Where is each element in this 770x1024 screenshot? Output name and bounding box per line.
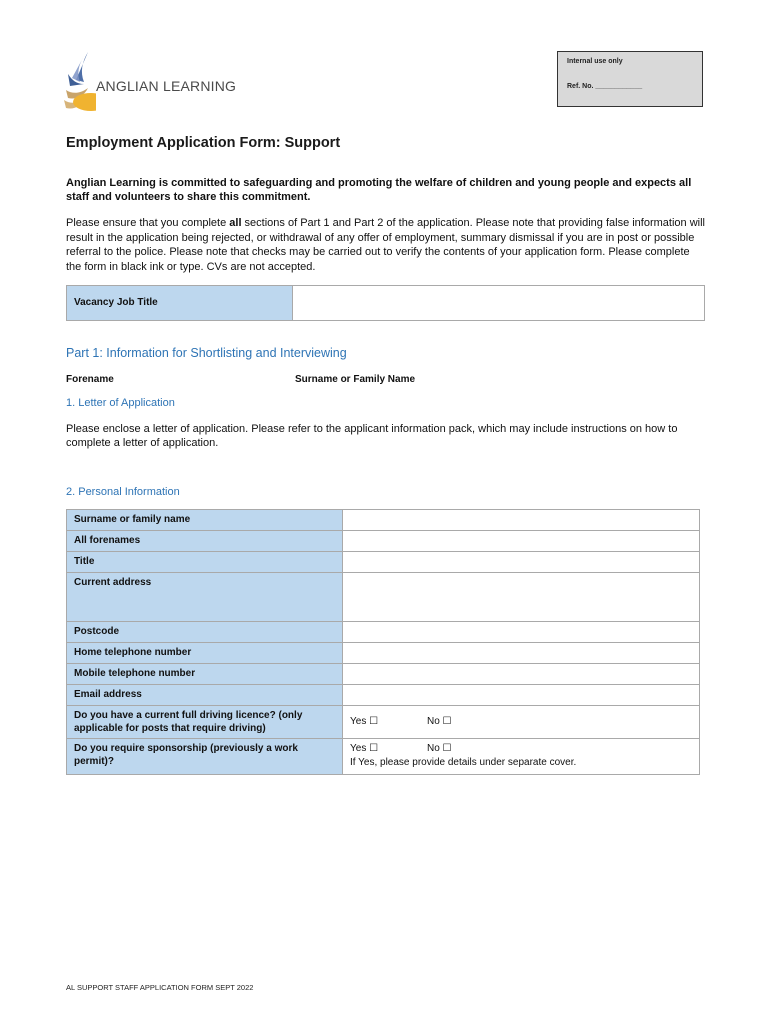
vacancy-row: [66, 285, 705, 321]
field-label: Current address: [67, 573, 343, 622]
driving-licence-cell: [343, 706, 700, 739]
field-label: Do you require sponsorship (previously a work permit)?: [67, 739, 343, 775]
title-input[interactable]: [343, 552, 700, 573]
driving-yes-checkbox[interactable]: Yes ☐: [350, 716, 379, 727]
field-label: Do you have a current full driving licence? (only applicable for posts that require driving): [67, 706, 343, 739]
table-row: [67, 643, 700, 664]
table-row: [67, 739, 700, 775]
sponsorship-yes-checkbox[interactable]: Yes ☐: [350, 743, 379, 754]
vacancy-label: Vacancy Job Title: [67, 286, 293, 320]
field-label: Surname or family name: [67, 510, 343, 531]
field-label: Email address: [67, 685, 343, 706]
table-row: [67, 573, 700, 622]
surname-label: Surname or Family Name: [295, 374, 416, 385]
internal-use-box: [557, 51, 703, 107]
surname-input[interactable]: [343, 510, 700, 531]
instructions-after: sections of Part 1 and Part 2 of the application. Please note that providing false information will result in the application being rejected, or withdrawal of any offer of employment, summary dismissal if you are in post or possible referral to the police. Please note that checks may be carried out to verify the contents of your application form. Please complete the form in black ink or type. CVs are not accepted.: [66, 217, 705, 273]
page-title: Employment Application Form: Support: [66, 135, 341, 151]
table-row: [67, 622, 700, 643]
internal-use-heading: Internal use only: [567, 58, 623, 65]
logo-bird-icon: [62, 50, 96, 112]
ref-no-label: Ref. No. ____________: [567, 83, 643, 90]
sponsorship-note: If Yes, please provide details under separate cover.: [350, 757, 577, 768]
table-row: [67, 552, 700, 573]
table-row: [67, 685, 700, 706]
table-row: [67, 664, 700, 685]
sponsorship-no-checkbox[interactable]: No ☐: [427, 743, 452, 754]
section1-heading: 1. Letter of Application: [66, 397, 175, 409]
part1-heading: Part 1: Information for Shortlisting and Interviewing: [66, 346, 347, 360]
table-row: [67, 706, 700, 739]
field-label: Home telephone number: [67, 643, 343, 664]
section1-text: Please enclose a letter of application. Please refer to the applicant information pack, which may include instructions on how to complete a letter of application.: [66, 423, 678, 449]
safeguarding-statement: Anglian Learning is committed to safeguarding and promoting the welfare of children and young people and expects all staff and volunteers to share this commitment.: [66, 177, 692, 203]
section2-heading: 2. Personal Information: [66, 486, 180, 498]
driving-no-checkbox[interactable]: No ☐: [427, 716, 452, 727]
field-label: Mobile telephone number: [67, 664, 343, 685]
table-row: [67, 531, 700, 552]
driving-yes-no: [350, 715, 692, 729]
logo-text: ANGLIAN LEARNING: [96, 78, 237, 94]
field-label: Postcode: [67, 622, 343, 643]
email-input[interactable]: [343, 685, 700, 706]
vacancy-input[interactable]: [293, 286, 704, 320]
footer-text: AL SUPPORT STAFF APPLICATION FORM SEPT 2022: [66, 983, 254, 992]
home-phone-input[interactable]: [343, 643, 700, 664]
table-row: [67, 510, 700, 531]
anglian-learning-logo: [62, 50, 237, 112]
field-label: All forenames: [67, 531, 343, 552]
address-input[interactable]: [343, 573, 700, 622]
field-label: Title: [67, 552, 343, 573]
sponsorship-yes-no: [350, 742, 692, 756]
postcode-input[interactable]: [343, 622, 700, 643]
forename-label: Forename: [66, 374, 114, 385]
forenames-input[interactable]: [343, 531, 700, 552]
personal-info-table: [66, 509, 700, 775]
instructions-before: Please ensure that you complete: [66, 217, 230, 229]
mobile-phone-input[interactable]: [343, 664, 700, 685]
sponsorship-cell: [343, 739, 700, 775]
instructions-bold: all: [229, 217, 242, 229]
instructions-paragraph: [66, 216, 706, 274]
